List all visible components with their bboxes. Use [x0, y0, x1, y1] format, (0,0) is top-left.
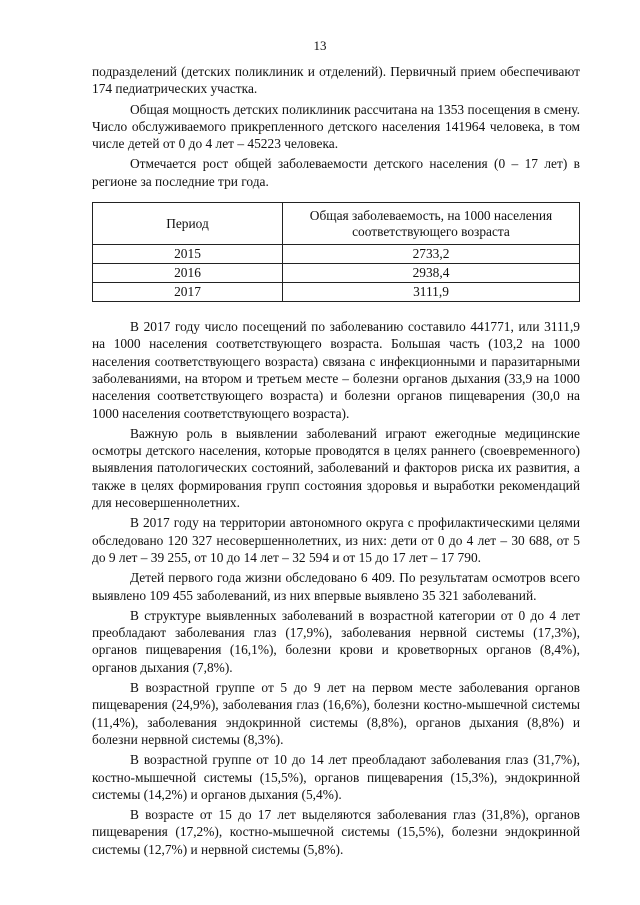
paragraph: Общая мощность детских поликлиник рассчитана на 1353 посещения в смену. Число обслуживаемого прикрепленного детского населения 141964 человека, в том числе детей от 0 до 4 лет – 45223 человека.	[92, 101, 580, 152]
table-row	[93, 283, 580, 302]
paragraph: В возрасте от 15 до 17 лет выделяются заболевания глаз (31,8%), органов пищеварения (17,2%), костно-мышечной системы (15,5%), болезни эндокринной системы (12,7%) и нервной системы (5,8%).	[92, 807, 580, 857]
paragraph: В возрастной группе от 5 до 9 лет на первом месте заболевания органов пищеварения (24,9%), заболевания глаз (16,6%), болезни костно-мышечной системы (11,4%), заболевания эндокринной системы (8,8%), органов дыхания (8,8%) и болезни нервной системы (8,3%).	[92, 680, 580, 747]
column-header-morbidity: Общая заболеваемость, на 1000 населения соответствующего возраста	[283, 203, 580, 245]
paragraph: В 2017 году на территории автономного округа с профилактическими целями обследовано 120 327 несовершеннолетних, из них: дети от 0 до 4 лет – 30 688, от 5 до 9 лет – 39 255, от 10 до 14 лет – 32 594 и от 15 до 17 лет – 17 790.	[92, 515, 580, 565]
column-header-period: Период	[93, 203, 283, 245]
table-row	[93, 264, 580, 283]
table-cell-value: 3111,9	[283, 283, 580, 302]
paragraph: Детей первого года жизни обследовано 6 409. По результатам осмотров всего выявлено 109 455 заболеваний, из них впервые выявлено 35 321 заболеваний.	[92, 570, 580, 603]
table-cell-value: 2938,4	[283, 264, 580, 283]
table-cell-year: 2017	[93, 283, 283, 302]
table-cell-year: 2015	[93, 245, 283, 264]
table-cell-year: 2016	[93, 264, 283, 283]
paragraph: подразделений (детских поликлиник и отделений). Первичный прием обеспечивают 174 педиатрических участка.	[92, 64, 580, 97]
paragraph: В возрастной группе от 10 до 14 лет преобладают заболевания глаз (31,7%), костно-мышечной системы (15,5%), органов пищеварения (15,3%), эндокринной системы (14,2%) и органов дыхания (5,4%).	[92, 752, 580, 802]
paragraph: Важную роль в выявлении заболеваний играют ежегодные медицинские осмотры детского населения, которые проводятся в целях раннего (своевременного) выявления патологических состояний, заболеваний и факторов риска их развития, а также в целях формирования групп состояния здоровья и выработки рекомендаций для несовершеннолетних.	[92, 425, 580, 511]
morbidity-table	[92, 202, 580, 302]
paragraph: В структуре выявленных заболеваний в возрастной категории от 0 до 4 лет преобладают заболевания глаз (17,9%), заболевания нервной системы (17,3%), органов пищеварения (16,1%), болезни крови и кроветворных органов (8,4%), органов дыхания (7,8%).	[92, 607, 580, 675]
table-header-row	[93, 203, 580, 245]
document-body	[92, 63, 580, 858]
page-number: 13	[313, 38, 327, 53]
paragraph: В 2017 году число посещений по заболеванию составило 441771, или 3111,9 на 1000 населения соответствующего возраста. Большая часть (103,2 на 1000 населения соответствующего возраста) связана с инфекционными и паразитарными заболеваниями, на втором и третьем месте – болезни органов дыхания (33,9 на 1000 населения соответствующего возраста) и болезни органов пищеварения (30,0 на 1000 населения соответствующего возраста).	[92, 319, 580, 421]
table-row	[93, 245, 580, 264]
table-cell-value: 2733,2	[283, 245, 580, 264]
paragraph: Отмечается рост общей заболеваемости детского населения (0 – 17 лет) в регионе за последние три года.	[92, 156, 580, 189]
